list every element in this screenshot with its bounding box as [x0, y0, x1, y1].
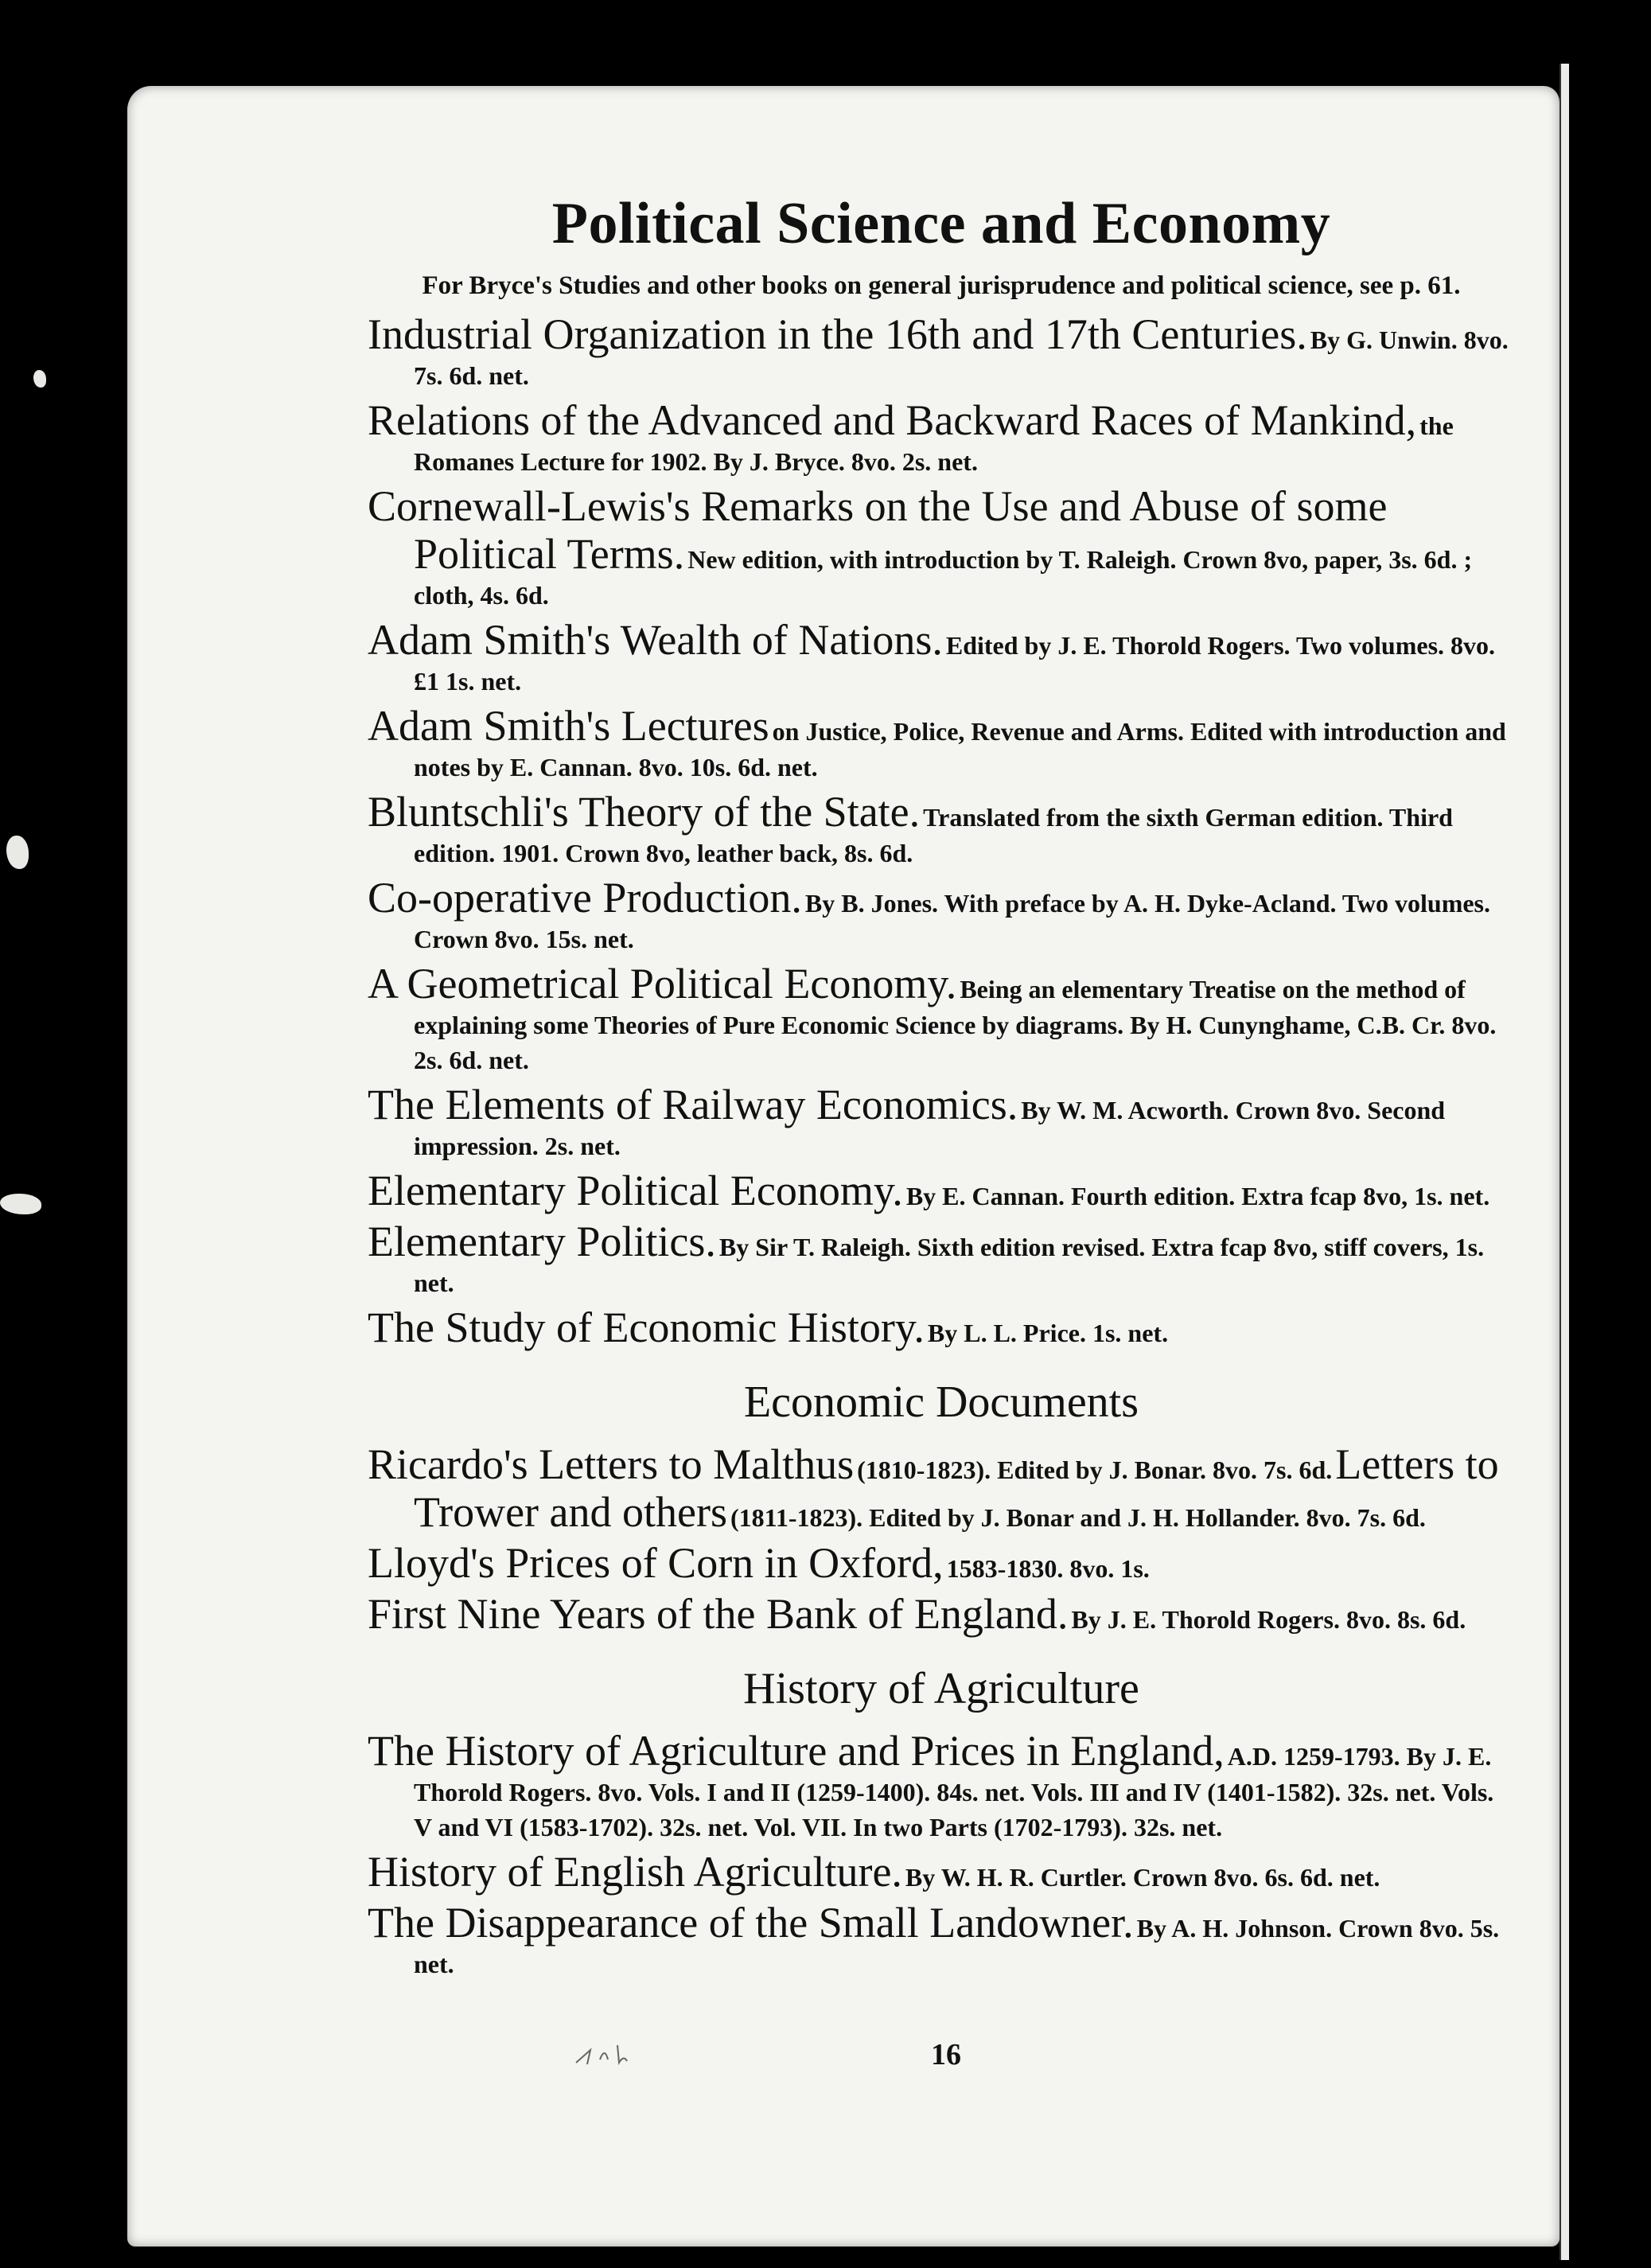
catalogue-entry	[368, 1899, 1515, 1982]
entry-title: Bluntschli's Theory of the State.	[368, 788, 921, 836]
section-title-economic-documents: Economic Documents	[743, 1378, 1139, 1427]
scan-speck	[6, 836, 29, 869]
entry-details: (1811-1823). Edited by J. Bonar and J. H. Hollander. 8vo. 7s. 6d.	[730, 1503, 1426, 1532]
catalogue-entry	[368, 1081, 1515, 1163]
catalogue-entry	[368, 788, 1515, 871]
entry-details: Edited by J. E. Thorold Rogers. Two volumes. 8vo. £1 1s. net.	[414, 631, 1496, 696]
catalogue-entry	[368, 482, 1515, 613]
catalogue-entry	[368, 874, 1515, 957]
entry-details: By L. L. Price. 1s. net.	[927, 1319, 1169, 1347]
entry-details: By B. Jones. With preface by A. H. Dyke-Acland. Two volumes. Crown 8vo. 15s. net.	[414, 889, 1490, 953]
entry-details: (1810-1823). Edited by J. Bonar. 8vo. 7s. 6d.	[857, 1455, 1333, 1484]
catalogue-entry	[368, 702, 1515, 785]
entry-title: The Disappearance of the Small Landowner.	[368, 1899, 1134, 1947]
entry-details: A.D. 1259-1793. By J. E. Thorold Rogers. 8vo. Vols. I and II (1259-1400). 84s. net. Vols. III and IV (1401-1582). 32s. net. Vols. V and VI (1583-1702). 32s. net. Vol. VII. In two Parts (1702-1793). 32s. net.	[414, 1742, 1494, 1841]
catalogue-entry	[368, 1539, 1515, 1587]
entry-details: By W. M. Acworth. Crown 8vo. Second impression. 2s. net.	[414, 1096, 1446, 1160]
entry-title: Elementary Political Economy.	[368, 1167, 903, 1214]
catalogue-entry	[368, 960, 1515, 1077]
scan-speck	[0, 1194, 41, 1214]
entry-title: Letters to Trower and others	[414, 1440, 1499, 1536]
section-title-political-science: Political Science and Economy	[551, 191, 1331, 256]
entry-details: Translated from the sixth German edition. Third edition. 1901. Crown 8vo, leather back, 8s. 6d.	[414, 803, 1453, 867]
entry-title: Industrial Organization in the 16th and 17th Centuries.	[368, 310, 1307, 358]
entry-title: The Elements of Railway Economics.	[368, 1081, 1018, 1128]
entry-details: By J. E. Thorold Rogers. 8vo. 8s. 6d.	[1071, 1605, 1466, 1634]
entry-list-political-science	[368, 310, 1515, 1351]
catalogue-entry	[368, 396, 1515, 479]
entry-details: the Romanes Lecture for 1902. By J. Bryce. 8vo. 2s. net.	[414, 411, 1454, 476]
entry-title: Adam Smith's Lectures	[368, 702, 769, 750]
entry-title: The Study of Economic History.	[368, 1304, 925, 1351]
entry-details: 1583-1830. 8vo. 1s.	[946, 1554, 1150, 1583]
entry-details: By G. Unwin. 8vo. 7s. 6d. net.	[414, 325, 1509, 390]
section-title-history-of-agriculture: History of Agriculture	[743, 1664, 1139, 1713]
catalogue-entry	[368, 1848, 1515, 1896]
entry-title: Relations of the Advanced and Backward Races of Mankind,	[368, 396, 1417, 444]
entry-list-economic-documents	[368, 1440, 1515, 1638]
entry-title: Elementary Politics.	[368, 1218, 716, 1265]
entry-title: A Geometrical Political Economy.	[368, 960, 957, 1007]
entry-details: By A. H. Johnson. Crown 8vo. 5s. net.	[414, 1914, 1500, 1978]
entry-list-history-of-agriculture	[368, 1727, 1515, 1982]
entry-title: Co-operative Production.	[368, 874, 802, 922]
pencil-mark-icon	[573, 2039, 637, 2071]
next-page-edge	[1559, 64, 1569, 2260]
entry-details: By E. Cannan. Fourth edition. Extra fcap 8vo, 1s. net.	[905, 1182, 1490, 1210]
entry-title: Cornewall-Lewis's Remarks on the Use and Abuse of some Political Terms.	[368, 482, 1388, 578]
catalogue-entry	[368, 1440, 1515, 1536]
catalogue-entry	[368, 1727, 1515, 1845]
entry-title: History of English Agriculture.	[368, 1848, 902, 1896]
catalogue-entry	[368, 1167, 1515, 1214]
page-number: 16	[931, 2038, 961, 2071]
entry-details: By Sir T. Raleigh. Sixth edition revised. Extra fcap 8vo, stiff covers, 1s. net.	[414, 1233, 1485, 1297]
catalogue-entry	[368, 1304, 1515, 1351]
catalogue-entry	[368, 310, 1515, 393]
entry-title: Ricardo's Letters to Malthus	[368, 1440, 855, 1488]
entry-title: First Nine Years of the Bank of England.	[368, 1590, 1069, 1638]
entry-details: Being an elementary Treatise on the method of explaining some Theories of Pure Economic Science by diagrams. By H. Cunynghame, C.B. Cr. 8vo. 2s. 6d. net.	[414, 975, 1497, 1074]
entry-details: on Justice, Police, Revenue and Arms. Edited with introduction and notes by E. Cannan. 8vo. 10s. 6d. net.	[414, 717, 1506, 781]
entry-details: New edition, with introduction by T. Raleigh. Crown 8vo, paper, 3s. 6d. ; cloth, 4s. 6d.	[414, 545, 1473, 610]
section-note: For Bryce's Studies and other books on general jurisprudence and political science, see p. 61.	[422, 271, 1461, 300]
catalogue-entry	[368, 1218, 1515, 1300]
catalogue-content	[368, 185, 1515, 1982]
catalogue-entry	[368, 1590, 1515, 1638]
scan-speck	[33, 370, 46, 388]
catalogue-entry	[368, 616, 1515, 699]
entry-title: Adam Smith's Wealth of Nations.	[368, 616, 943, 664]
entry-details: By W. H. R. Curtler. Crown 8vo. 6s. 6d. net.	[905, 1863, 1380, 1892]
entry-title: Lloyd's Prices of Corn in Oxford,	[368, 1539, 944, 1587]
entry-title: The History of Agriculture and Prices in England,	[368, 1727, 1225, 1775]
